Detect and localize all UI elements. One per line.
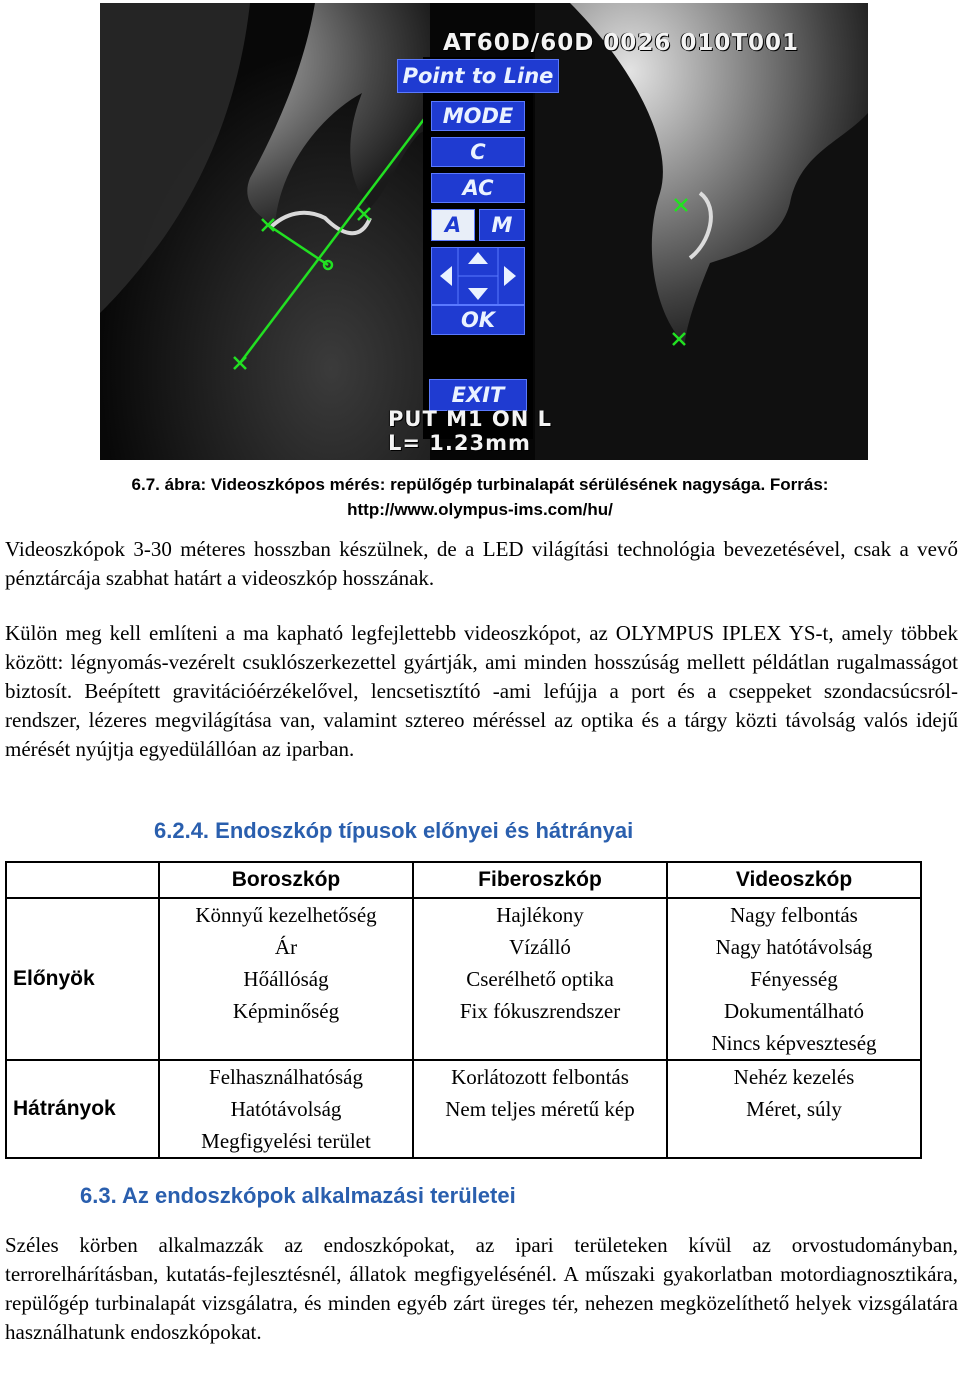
list-item: Nehéz kezelés xyxy=(733,1065,855,1089)
list-item: Hőállóság xyxy=(243,967,329,991)
column-header-videoszkop: Videoszkóp xyxy=(667,862,921,898)
cell-disadvantages-fiberoszkop xyxy=(413,1060,667,1158)
list-item: Cserélhető optika xyxy=(466,967,614,991)
row-header-elonyok: Előnyök xyxy=(6,898,159,1060)
direction-arrows-icon xyxy=(431,247,525,305)
list-item: Hatótávolság xyxy=(230,1097,342,1121)
list-item: Fényesség xyxy=(750,967,838,991)
list-item: Nem teljes méretű kép xyxy=(445,1097,635,1121)
cell-disadvantages-videoszkop xyxy=(667,1060,921,1158)
cell-advantages-boroszkop xyxy=(159,898,413,1060)
menu-ok-button: OK xyxy=(431,305,525,335)
list-item: Ár xyxy=(274,935,298,959)
figure-caption xyxy=(0,472,960,522)
column-header-fiberoszkop: Fiberoszkóp xyxy=(413,862,667,898)
list-item: Nagy hatótávolság xyxy=(715,935,873,959)
endoscope-measurement-image xyxy=(100,3,868,460)
paragraph-videoscope-length: Videoszkópok 3-30 méteres hosszban készülnek, de a LED világítási technológia bevezetésével, csak a vevő pénztárcája szabhat határt a videoszkóp hosszának. xyxy=(5,537,958,590)
menu-a-button: A xyxy=(431,209,475,241)
status-line-put: PUT M1 ON L xyxy=(388,407,553,431)
caption-source-url: http://www.olympus-ims.com/hu/ xyxy=(347,500,613,519)
list-item: Méret, súly xyxy=(746,1097,842,1121)
table-corner-cell xyxy=(6,862,159,898)
mode-title-label: Point to Line xyxy=(397,59,559,93)
device-header-text: AT60D/60D 0026 010T001 xyxy=(443,30,800,56)
section-heading-6-3: 6.3. Az endoszkópok alkalmazási területei xyxy=(80,1183,516,1208)
column-header-boroszkop: Boroszkóp xyxy=(159,862,413,898)
menu-ac-button: AC xyxy=(431,173,525,203)
list-item: Korlátozott felbontás xyxy=(451,1065,629,1089)
list-item: Felhasználhatóság xyxy=(209,1065,363,1089)
list-item: Vízálló xyxy=(509,935,571,959)
measurement-menu xyxy=(402,57,554,439)
cell-disadvantages-boroszkop xyxy=(159,1060,413,1158)
list-item: Dokumentálható xyxy=(724,999,864,1023)
endoscope-comparison-table xyxy=(5,861,922,1159)
menu-exit-button: EXIT xyxy=(429,379,527,411)
table-row-disadvantages xyxy=(6,1060,921,1158)
list-item: Képminőség xyxy=(232,999,340,1023)
paragraph-olympus-iplex: Külön meg kell említeni a ma kapható legfejlettebb videoszkópot, az OLYMPUS IPLEX YS-t, amely többek között: légnyomás-vezérelt csuklószerkezettel gyártják, ami minden hosszúság mellett példátlan rugalmasságot biztosít. Beépített gravitációérzékelővel, lencsetisztító -ami lefújja a port és a cseppeket szondacsúcsról- rendszer, lézeres megvilágítása van, valamint sztereo méréssel az optika és a tárgy közti távolság valós idejű mérését nyújtja egyedülállóan az iparban. xyxy=(5,621,958,761)
menu-c-button: C xyxy=(431,137,525,167)
menu-m-button: M xyxy=(479,209,525,241)
row-header-hatranyok: Hátrányok xyxy=(6,1060,159,1158)
table-row-advantages xyxy=(6,898,921,1060)
paragraph-application-areas: Széles körben alkalmazzák az endoszkópokat, az ipari területeken kívül az orvostudományban, terrorelhárításban, kutatás-fejlesztésnél, állatok megfigyelésénél. A műszaki gyakorlatban motordiagnosztikára, repülőgép turbinalapát vizsgálatra, és minden egyéb zárt üreges tér, nehezen megközelíthető helyek vizsgálatára használhatunk endoszkópokat. xyxy=(5,1233,958,1344)
list-item: Nagy felbontás xyxy=(730,903,858,927)
list-item: Hajlékony xyxy=(496,903,584,927)
list-item: Könnyű kezelhetőség xyxy=(195,903,377,927)
section-heading-6-2-4: 6.2.4. Endoszkóp típusok előnyei és hátrányai xyxy=(154,818,634,843)
list-item: Megfigyelési terület xyxy=(201,1129,371,1153)
menu-mode-button: MODE xyxy=(431,101,525,131)
cell-advantages-fiberoszkop xyxy=(413,898,667,1060)
status-line-length: L= 1.23mm xyxy=(388,431,531,455)
cell-advantages-videoszkop xyxy=(667,898,921,1060)
caption-line-1: 6.7. ábra: Videoszkópos mérés: repülőgép turbinalapát sérülésének nagysága. Forrás: xyxy=(131,475,829,494)
table-header-row xyxy=(6,862,921,898)
list-item: Nincs képveszteség xyxy=(711,1031,877,1055)
list-item: Fix fókuszrendszer xyxy=(459,999,621,1023)
